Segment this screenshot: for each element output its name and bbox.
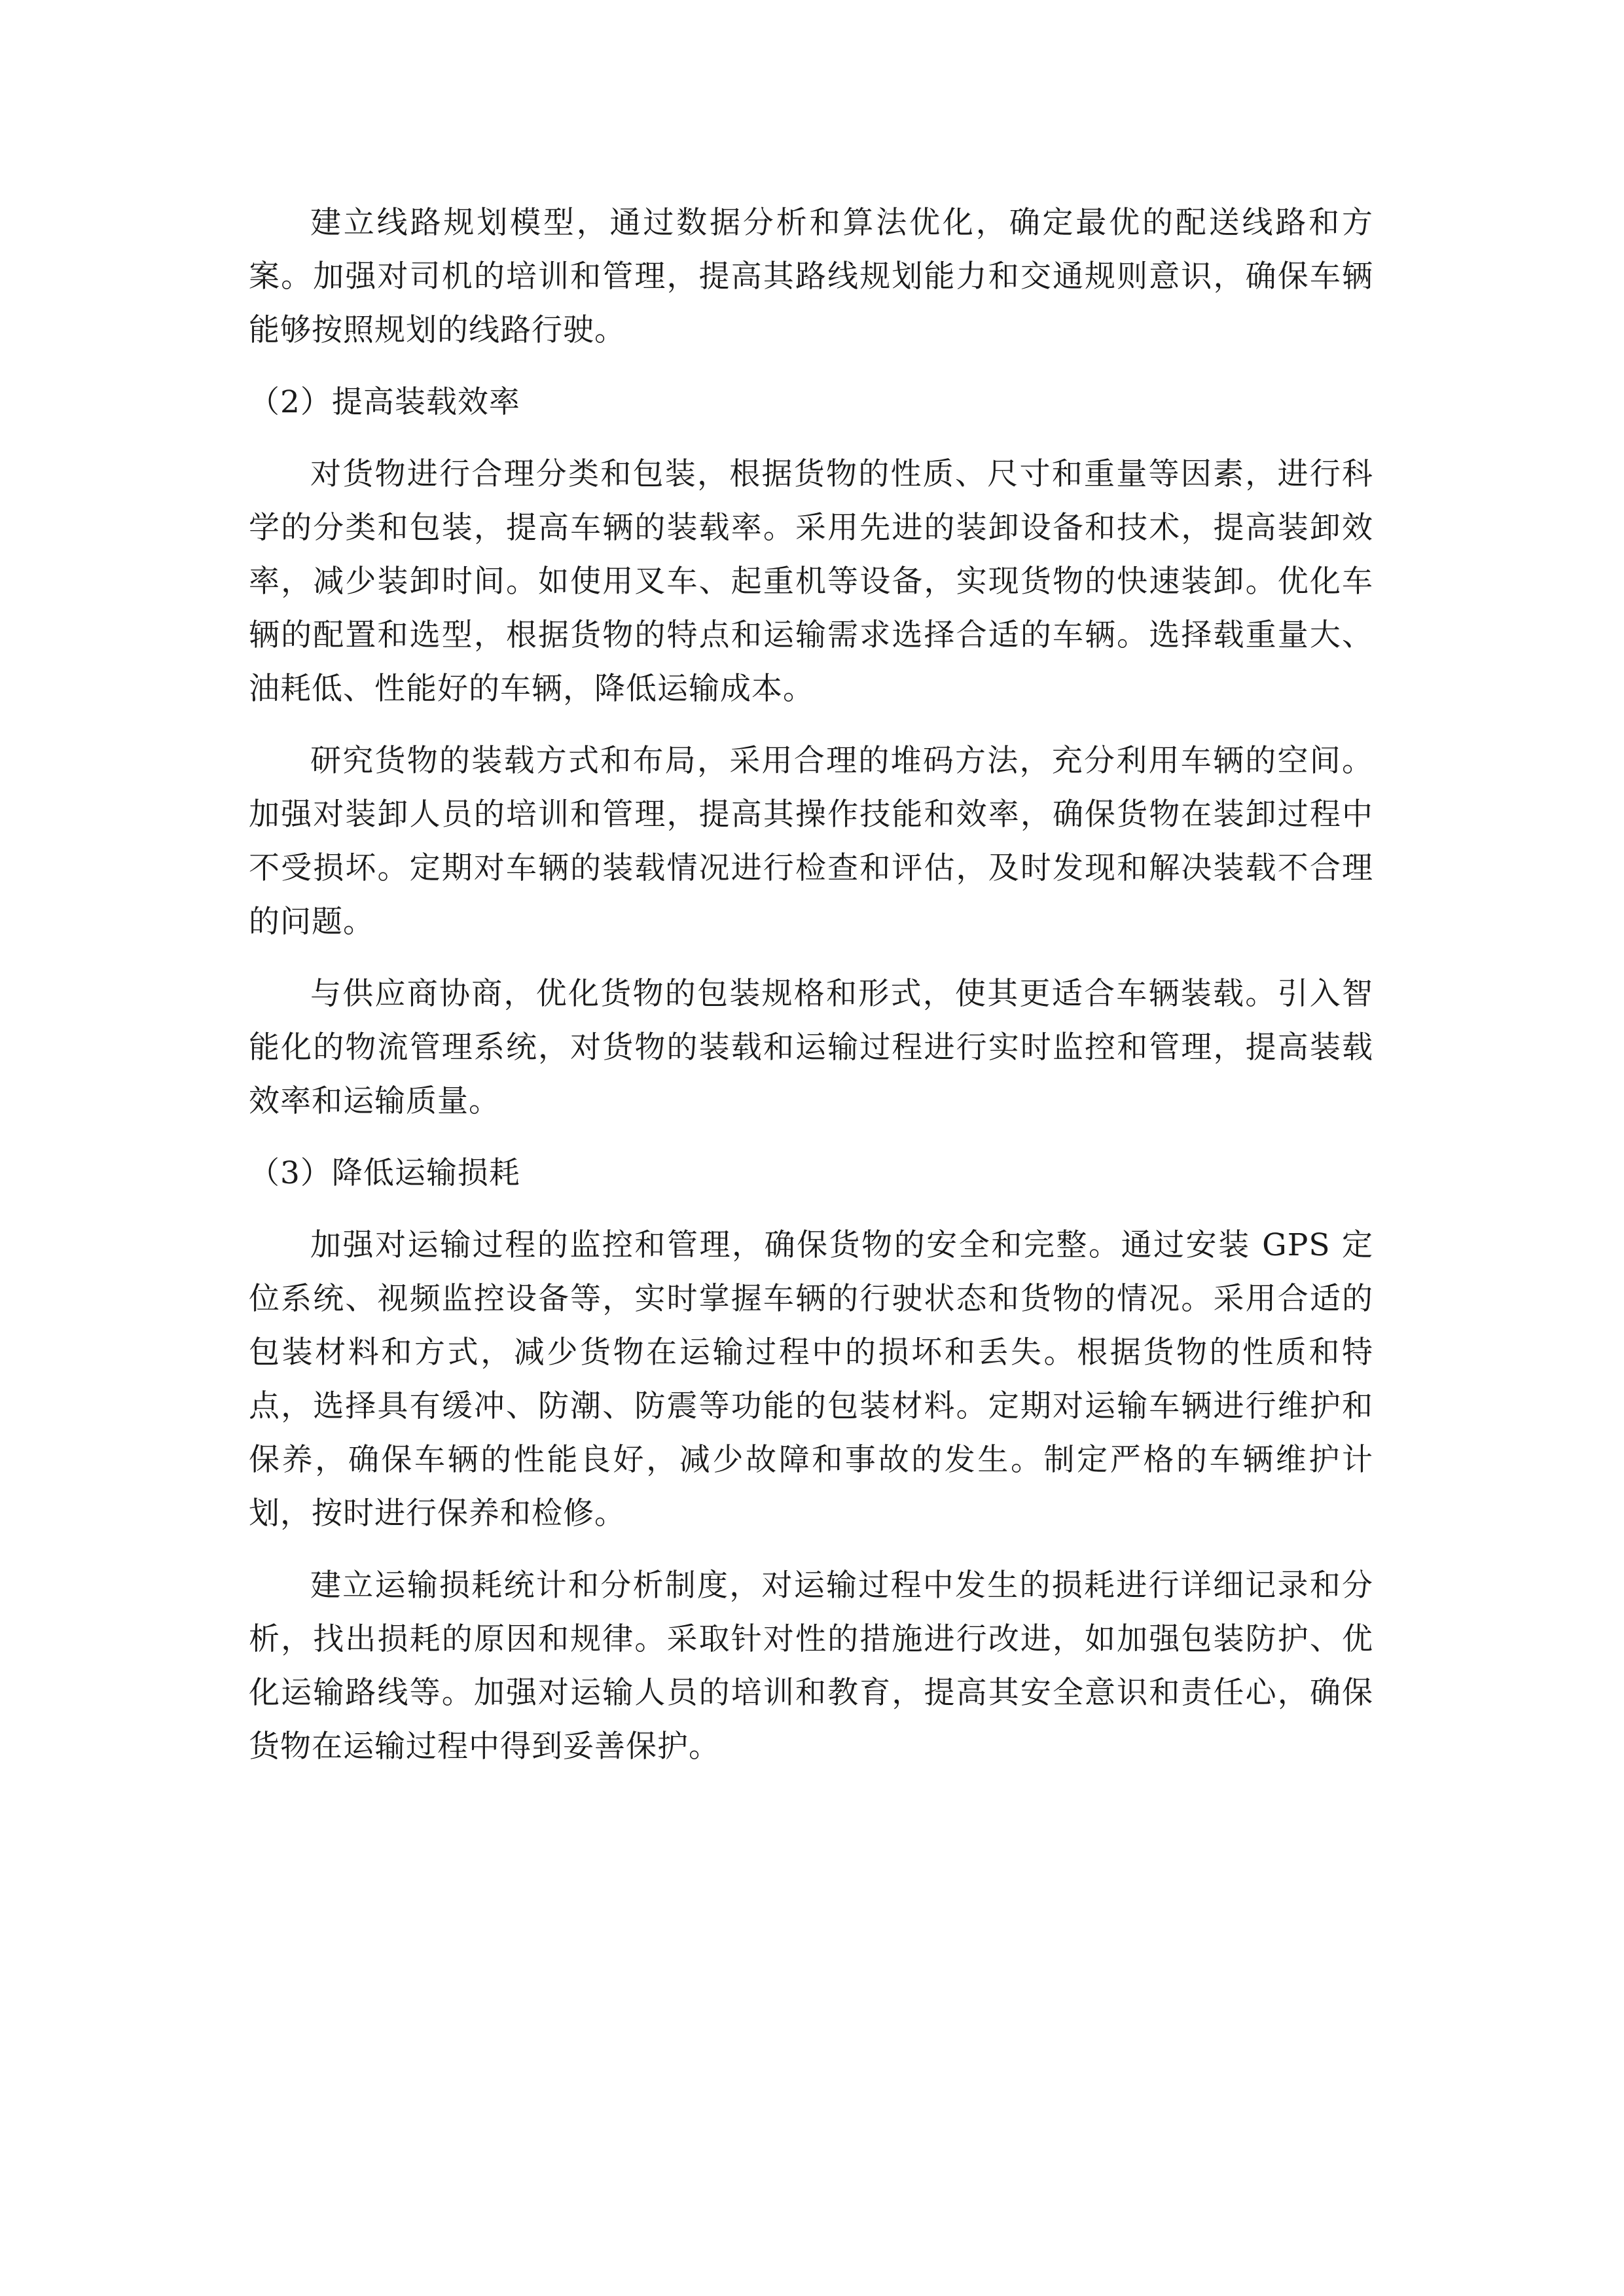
paragraph-route-planning: 建立线路规划模型，通过数据分析和算法优化，确定最优的配送线路和方案。加强对司机的培训和管理，提高其路线规划能力和交通规则意识，确保车辆能够按照规划的线路行驶。	[249, 205, 1373, 348]
paragraph-loading-layout: 研究货物的装载方式和布局，采用合理的堆码方法，充分利用车辆的空间。加强对装卸人员的培训和管理，提高其操作技能和效率，确保货物在装卸过程中不受损坏。定期对车辆的装载情况进行检查和评估，及时发现和解决装载不合理的问题。	[249, 743, 1373, 940]
paragraph-supplier-packaging: 与供应商协商，优化货物的包装规格和形式，使其更适合车辆装载。引入智能化的物流管理系统，对货物的装载和运输过程进行实时监控和管理，提高装载效率和运输质量。	[249, 976, 1373, 1119]
section-heading-loading-efficiency: （2）提高装载效率	[249, 384, 520, 420]
section-heading-transport-loss: （3）降低运输损耗	[249, 1155, 520, 1191]
document-page	[249, 196, 1373, 1792]
paragraph-transport-monitoring: 加强对运输过程的监控和管理，确保货物的安全和完整。通过安装 GPS 定位系统、视频监控设备等，实时掌握车辆的行驶状态和货物的情况。采用合适的包装材料和方式，减少货物在运输过程中的损坏和丢失。根据货物的性质和特点，选择具有缓冲、防潮、防震等功能的包装材料。定期对运输车辆进行维护和保养，确保车辆的性能良好，减少故障和事故的发生。制定严格的车辆维护计划，按时进行保养和检修。	[249, 1227, 1373, 1532]
paragraph-cargo-classification: 对货物进行合理分类和包装，根据货物的性质、尺寸和重量等因素，进行科学的分类和包装，提高车辆的装载率。采用先进的装卸设备和技术，提高装卸效率，减少装卸时间。如使用叉车、起重机等设备，实现货物的快速装卸。优化车辆的配置和选型，根据货物的特点和运输需求选择合适的车辆。选择载重量大、油耗低、性能好的车辆，降低运输成本。	[249, 456, 1373, 707]
paragraph-loss-statistics: 建立运输损耗统计和分析制度，对运输过程中发生的损耗进行详细记录和分析，找出损耗的原因和规律。采取针对性的措施进行改进，如加强包装防护、优化运输路线等。加强对运输人员的培训和教育，提高其安全意识和责任心，确保货物在运输过程中得到妥善保护。	[249, 1568, 1373, 1765]
